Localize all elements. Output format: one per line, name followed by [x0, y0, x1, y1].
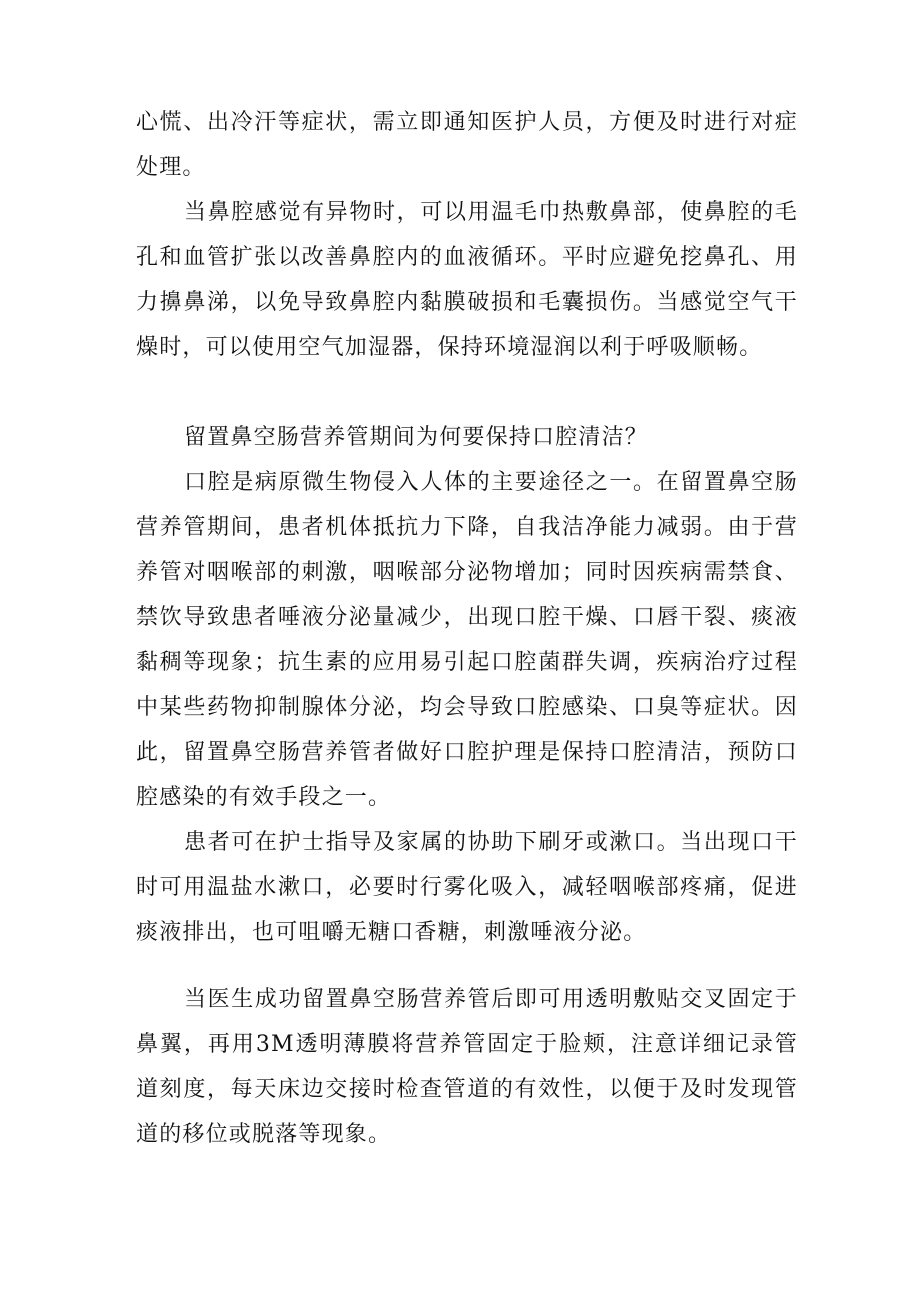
paragraph-oral-care-methods: 患者可在护士指导及家属的协助下刷牙或漱口。当出现口干时可用温盐水漱口，必要时行雾化吸入，减轻咽喉部疼痛，促进痰液排出，也可咀嚼无糖口香糖，刺激唾液分泌。	[136, 830, 798, 945]
paragraph-tube-fixation: 当医生成功留置鼻空肠营养管后即可用透明敷贴交叉固定于鼻翼，再用3M透明薄膜将营养管固定于脸颊，注意详细记录管道刻度，每天床边交接时检查管道的有效性，以便于及时发现管道的移位或脱落等现象。	[136, 987, 798, 1147]
paragraph-symptom-handling: 心慌、出冷汗等症状，需立即通知医护人员，方便及时进行对症处理。	[136, 110, 798, 180]
paragraph-nasal-care: 当鼻腔感觉有异物时，可以用温毛巾热敷鼻部，使鼻腔的毛孔和血管扩张以改善鼻腔内的血液循环。平时应避免挖鼻孔、用力擤鼻涕，以免导致鼻腔内黏膜破损和毛囊损伤。当感觉空气干燥时，可以使用空气加湿器，保持环境湿润以利于呼吸顺畅。	[136, 200, 798, 360]
document-body	[136, 100, 798, 1157]
section-heading-oral-hygiene: 留置鼻空肠营养管期间为何要保持口腔清洁？	[184, 425, 649, 450]
paragraph-oral-cavity-reasons: 口腔是病原微生物侵入人体的主要途径之一。在留置鼻空肠营养管期间，患者机体抵抗力下降，自我洁净能力减弱。由于营养管对咽喉部的刺激，咽喉部分泌物增加；同时因疾病需禁食、禁饮导致患者唾液分泌量减少，出现口腔干燥、口唇干裂、痰液黏稠等现象；抗生素的应用易引起口腔菌群失调，疾病治疗过程中某些药物抑制腺体分泌，均会导致口腔感染、口臭等症状。因此，留置鼻空肠营养管者做好口腔护理是保持口腔清洁，预防口腔感染的有效手段之一。	[136, 470, 798, 810]
